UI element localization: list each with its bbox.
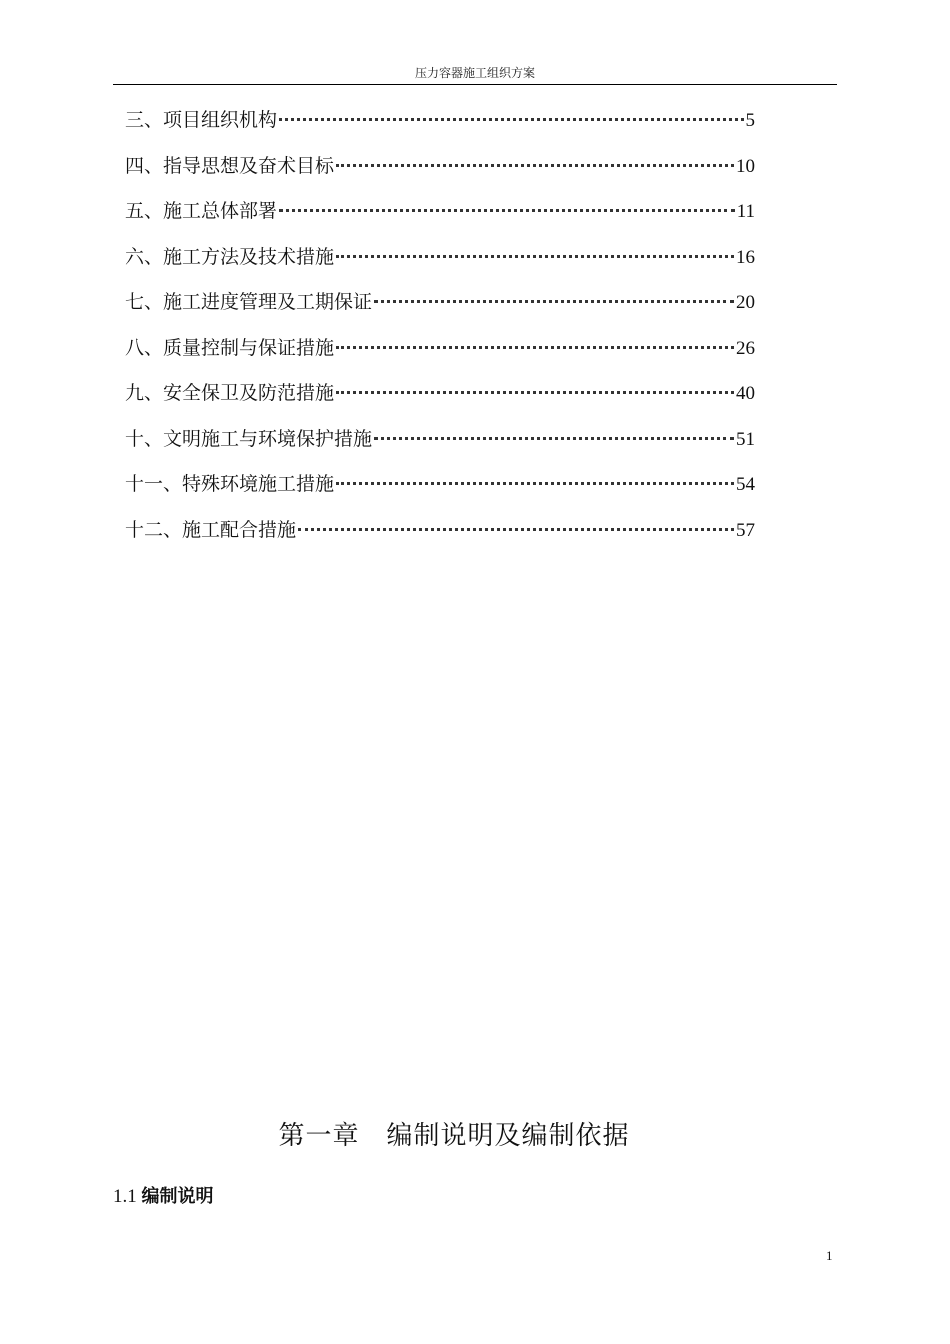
toc-entry-label: 十一、特殊环境施工措施 [125,473,335,495]
toc-entry-label: 七、施工进度管理及工期保证 [125,291,373,313]
toc-dot-leader [374,298,734,303]
section-title: 编制说明 [141,1186,214,1207]
header-title: 压力容器施工组织方案 [414,66,535,80]
toc-entry-label: 三、项目组织机构 [125,109,278,131]
toc-entry-page: 51 [736,428,755,450]
toc-dot-leader [336,389,734,394]
toc-dot-leader [336,480,734,485]
section-number: 1.1 [113,1186,137,1207]
toc-entry-page: 11 [736,201,755,222]
toc-entry[interactable] [125,512,755,558]
toc-dot-leader [336,253,734,258]
table-of-contents [125,102,755,557]
toc-entry-label: 五、施工总体部署 [125,200,278,222]
toc-entry-page: 40 [736,383,755,404]
toc-entry-page: 57 [736,519,755,541]
toc-entry[interactable] [125,330,755,376]
toc-entry[interactable] [125,421,755,467]
toc-entry-label: 九、安全保卫及防范措施 [125,382,335,404]
page-header [113,64,837,85]
toc-dot-leader [279,116,743,121]
toc-entry-label: 十、文明施工与环境保护措施 [125,427,373,450]
toc-entry-page: 26 [736,337,755,359]
toc-entry[interactable] [125,148,755,194]
section-heading [113,1183,214,1211]
toc-entry[interactable] [125,466,755,512]
toc-entry-page: 10 [736,155,755,177]
chapter-title: 第一章 编制说明及编制依据 [278,1121,630,1151]
toc-entry[interactable] [125,375,755,421]
toc-dot-leader [336,344,734,349]
toc-entry-label: 十二、施工配合措施 [125,518,297,541]
page-number: 1 [826,1248,833,1263]
toc-dot-leader [298,526,734,531]
toc-entry[interactable] [125,102,755,148]
toc-dot-leader [336,162,734,167]
toc-dot-leader [279,207,735,212]
toc-entry-page: 5 [745,110,755,131]
toc-entry-page: 54 [736,474,755,495]
toc-entry-label: 六、施工方法及技术措施 [125,245,335,268]
toc-entry-page: 16 [736,246,755,268]
toc-entry[interactable] [125,193,755,239]
toc-entry[interactable] [125,239,755,285]
toc-entry-page: 20 [736,292,755,313]
toc-entry-label: 八、质量控制与保证措施 [125,336,335,359]
toc-dot-leader [374,435,734,440]
toc-entry[interactable] [125,284,755,330]
toc-entry-label: 四、指导思想及奋术目标 [125,154,335,177]
